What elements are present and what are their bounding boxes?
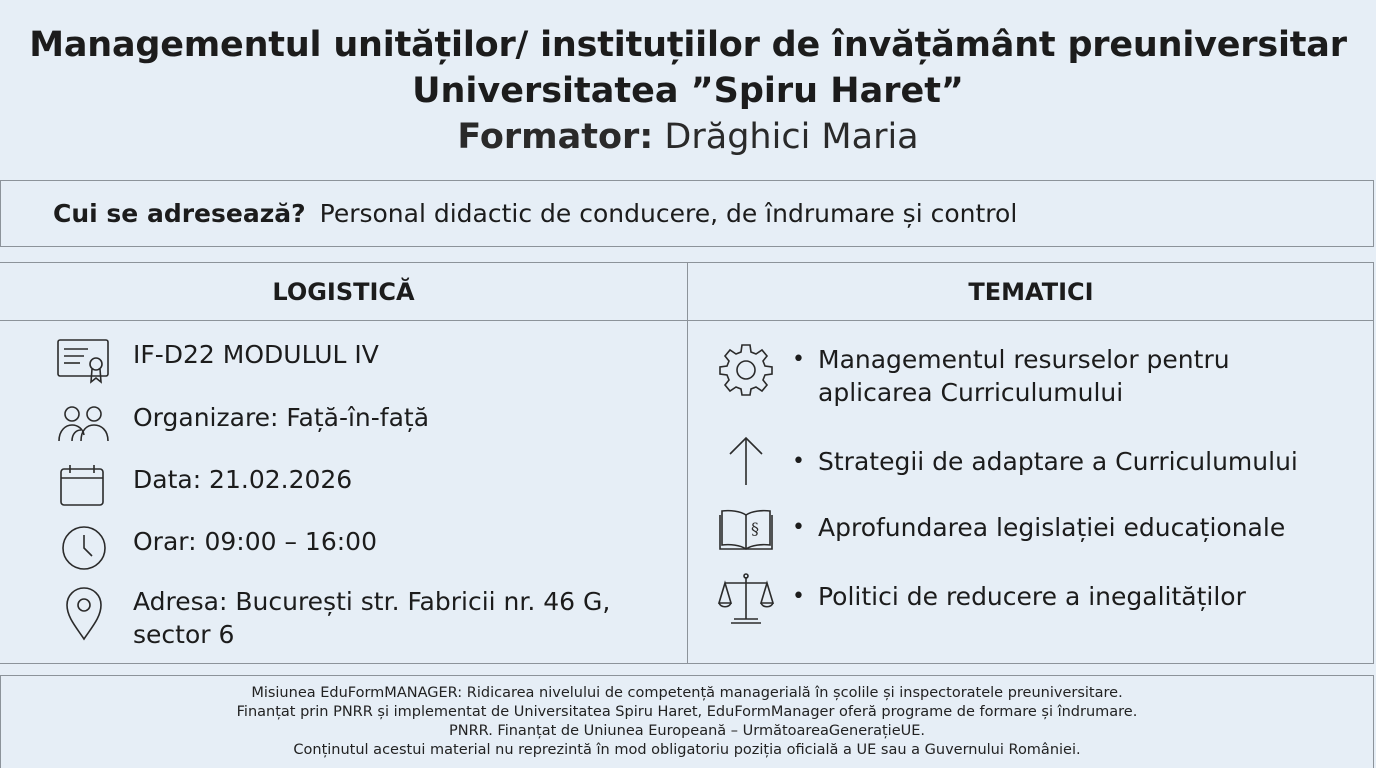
topic-item-legislation — [716, 504, 1285, 556]
arrow-up-icon — [716, 434, 776, 488]
clock-icon — [56, 525, 112, 571]
gear-icon — [716, 343, 776, 395]
location-pin-icon — [56, 585, 112, 641]
logistics-item-address — [56, 585, 633, 651]
logistics-text: IF-D22 MODULUL IV — [133, 340, 379, 369]
audience-value: Personal didactic de conducere, de îndrumare și control — [319, 199, 1018, 228]
logistics-item-organization — [56, 401, 429, 447]
institution-name: Universitatea ”Spiru Haret” — [412, 71, 964, 111]
calendar-icon — [56, 463, 112, 509]
trainer-label: Formator: — [457, 117, 654, 157]
audience-label: Cui se adresează? — [53, 199, 306, 228]
topic-item-policies — [716, 571, 1246, 627]
footer-line: Conținutul acestui material nu reprezintă în mod obligatoriu poziția oficială a UE sau a Guvernului României. — [293, 742, 1081, 758]
info-table — [0, 262, 1374, 664]
bullet: • — [792, 449, 805, 474]
header — [0, 22, 1376, 160]
topic-text: Aprofundarea legislației educaționale — [818, 513, 1286, 542]
footer-disclaimer — [0, 675, 1374, 768]
topic-item-strategies — [716, 434, 1298, 488]
topic-text: Politici de reducere a inegalităților — [818, 582, 1246, 611]
svg-text:§: § — [751, 519, 759, 538]
page-title: Managementul unităților/ instituțiilor de învățământ preuniversitar — [29, 25, 1347, 65]
topic-text: Strategii de adaptare a Curriculumului — [818, 447, 1298, 476]
scales-icon — [716, 571, 776, 627]
trainer-line — [0, 114, 1376, 160]
law-book-icon — [716, 504, 776, 556]
topics-heading: TEMATICI — [968, 277, 1094, 306]
logistics-text: Data: 21.02.2026 — [133, 465, 353, 494]
logistics-text: Organizare: Față-în-față — [133, 403, 430, 432]
topic-item-resources — [716, 343, 1258, 409]
logistics-heading: LOGISTICĂ — [272, 277, 415, 306]
footer-line: Finanțat prin PNRR și implementat de Universitatea Spiru Haret, EduFormManager oferă programe de formare și îndrumare. — [236, 704, 1138, 720]
footer-line: Misiunea EduFormMANAGER: Ridicarea nivelului de competență managerială în școlile și inspectoratele preuniversitare. — [251, 685, 1123, 701]
audience-box — [0, 180, 1374, 247]
logistics-text: Orar: 09:00 – 16:00 — [133, 527, 377, 556]
certificate-icon — [56, 338, 112, 384]
column-divider — [687, 263, 688, 663]
logistics-item-schedule — [56, 525, 377, 571]
logistics-item-date — [56, 463, 352, 509]
trainer-name: Drăghici Maria — [664, 117, 919, 157]
header-divider — [0, 320, 1373, 321]
footer-line: PNRR. Finanțat de Uniunea Europeană – UrmătoareaGenerațieUE. — [448, 723, 926, 739]
topic-text: Managementul resurselor pentru aplicarea Curriculumului — [818, 345, 1230, 407]
people-icon — [56, 401, 112, 447]
bullet: • — [792, 584, 805, 609]
bullet: • — [792, 515, 805, 540]
logistics-item-module — [56, 338, 379, 384]
bullet: • — [792, 347, 805, 372]
logistics-text: Adresa: București str. Fabricii nr. 46 G, sector 6 — [133, 587, 611, 649]
